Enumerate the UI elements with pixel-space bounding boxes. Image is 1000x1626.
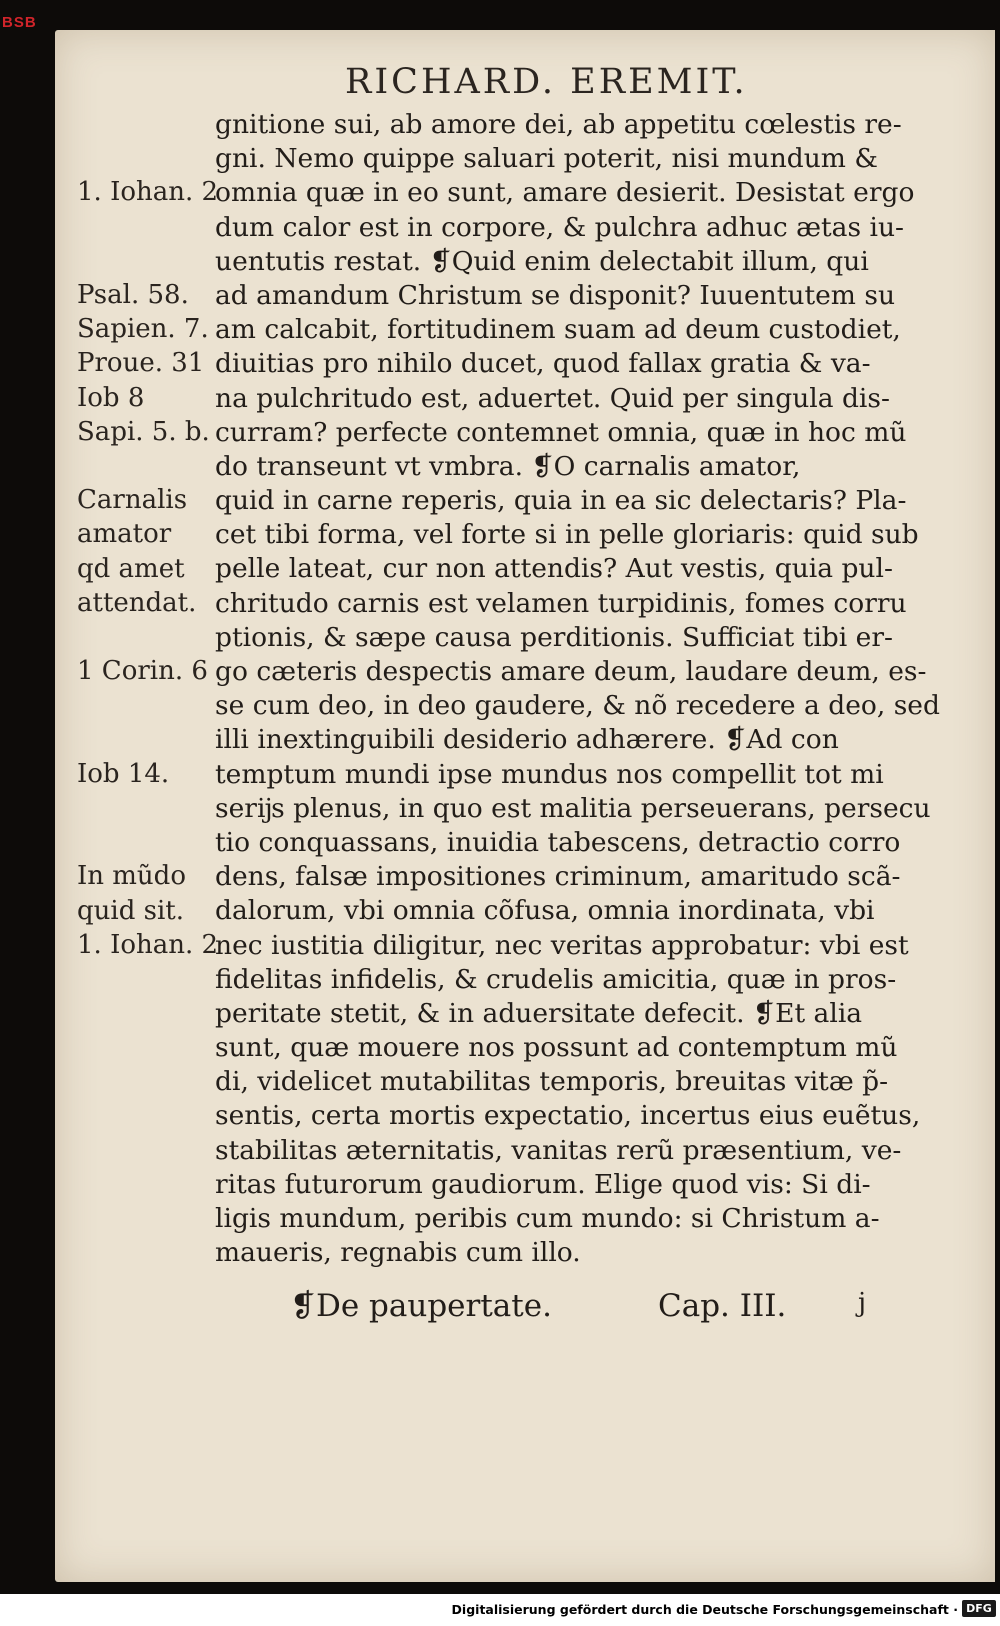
- text-line: gni. Nemo quippe saluari poterit, nisi mundum &: [215, 143, 878, 175]
- footer-credit: Digitalisierung gefördert durch die Deutsche Forschungsgemeinschaft ·: [451, 1602, 958, 1617]
- text-line: illi inextinguibili desiderio adhærere. ❡Ad con: [215, 724, 839, 756]
- margin-note: In mũdo: [77, 861, 186, 892]
- text-line: quid in carne reperis, quia in ea sic delectaris? Pla-: [215, 485, 907, 517]
- library-mark: BSB: [2, 14, 37, 31]
- margin-note: Proue. 31: [77, 348, 205, 379]
- text-line: curram? perfecte contemnet omnia, quæ in hoc mũ: [215, 416, 907, 448]
- text-line: ptionis, & sæpe causa perditionis. Sufficiat tibi er-: [215, 621, 893, 653]
- text-line: temptum mundi ipse mundus nos compellit tot mi: [215, 758, 884, 790]
- margin-note: amator: [77, 519, 172, 550]
- text-line: chritudo carnis est velamen turpidinis, fomes corru: [215, 587, 907, 619]
- margin-note: Iob 14.: [77, 758, 170, 789]
- margin-note: 1. Iohan. 2: [77, 177, 219, 208]
- text-line: fidelitas infidelis, & crudelis amicitia, quæ in pros-: [215, 963, 897, 995]
- text-line: cet tibi forma, vel forte si in pelle gloriaris: quid sub: [215, 519, 919, 551]
- text-line: di, videlicet mutabilitas temporis, breuitas vitæ p̃-: [215, 1066, 889, 1098]
- text-line: ritas futurorum gaudiorum. Elige quod vis: Si di-: [215, 1168, 871, 1200]
- text-line: sunt, quæ mouere nos possunt ad contemptum mũ: [215, 1032, 898, 1064]
- dfg-logo: DFG: [962, 1600, 996, 1617]
- text-line: uentutis restat. ❡Quid enim delectabit illum, qui: [215, 245, 869, 277]
- chapter-heading: [290, 1288, 930, 1328]
- text-line: nec iustitia diligitur, nec veritas approbatur: vbi est: [215, 929, 909, 961]
- margin-note: qd amet: [77, 553, 185, 584]
- text-line: na pulchritudo est, aduertet. Quid per singula dis-: [215, 382, 890, 414]
- text-line: peritate stetit, & in aduersitate defecit. ❡Et alia: [215, 997, 863, 1029]
- text-line: do transeunt vt vmbra. ❡O carnalis amator,: [215, 450, 801, 482]
- running-header: RICHARD. EREMIT.: [345, 62, 748, 102]
- text-line: gnitione sui, ab amore dei, ab appetitu cœlestis re-: [215, 109, 902, 140]
- chapter-title: ❡De paupertate.: [290, 1288, 552, 1324]
- margin-note: Psal. 58.: [77, 280, 189, 310]
- text-line: dum calor est in corpore, & pulchra adhuc ætas iu-: [215, 211, 904, 243]
- text-line: omnia quæ in eo sunt, amare desierit. Desistat ergo: [215, 177, 915, 209]
- margin-note: 1. Iohan. 2: [77, 929, 219, 960]
- text-line: go cæteris despectis amare deum, laudare deum, es-: [215, 656, 927, 687]
- margin-note: attendat.: [77, 587, 197, 618]
- margin-note: Sapien. 7.: [77, 314, 209, 345]
- text-line: maueris, regnabis cum illo.: [215, 1237, 581, 1269]
- text-line: am calcabit, fortitudinem suam ad deum custodiet,: [215, 314, 901, 346]
- text-line: stabilitas æternitatis, vanitas rerũ præsentium, ve-: [215, 1134, 902, 1166]
- margin-note: Iob 8: [77, 382, 145, 413]
- text-line: dens, falsæ impositiones criminum, amaritudo scã-: [215, 861, 901, 893]
- text-line: se cum deo, in deo gaudere, & nõ recedere a deo, sed: [215, 690, 940, 722]
- text-line: sentis, certa mortis expectatio, incertus eius euẽtus,: [215, 1100, 921, 1132]
- margin-note: Carnalis: [77, 485, 188, 516]
- text-line: dalorum, vbi omnia cõfusa, omnia inordinata, vbi: [215, 895, 875, 927]
- text-line: diuitias pro nihilo ducet, quod fallax gratia & va-: [215, 348, 871, 380]
- margin-note: quid sit.: [77, 895, 184, 926]
- digitization-footer: [0, 1594, 1000, 1626]
- margin-note: 1 Corin. 6: [77, 656, 208, 687]
- text-line: ad amandum Christum se disponit? Iuuentutem su: [215, 279, 896, 311]
- signature-mark: j: [858, 1288, 867, 1318]
- text-line: serĳs plenus, in quo est malitia perseuerans, persecu: [215, 792, 931, 824]
- margin-note: Sapi. 5. b.: [77, 416, 210, 447]
- body-text: [215, 108, 955, 1270]
- text-line: tio conquassans, inuidia tabescens, detractio corro: [215, 826, 901, 858]
- book-page: [55, 30, 995, 1582]
- text-line: ligis mundum, peribis cum mundo: si Christum a-: [215, 1203, 880, 1234]
- chapter-number: Cap. III.: [658, 1288, 787, 1324]
- text-line: pelle lateat, cur non attendis? Aut vestis, quia pul-: [215, 553, 893, 585]
